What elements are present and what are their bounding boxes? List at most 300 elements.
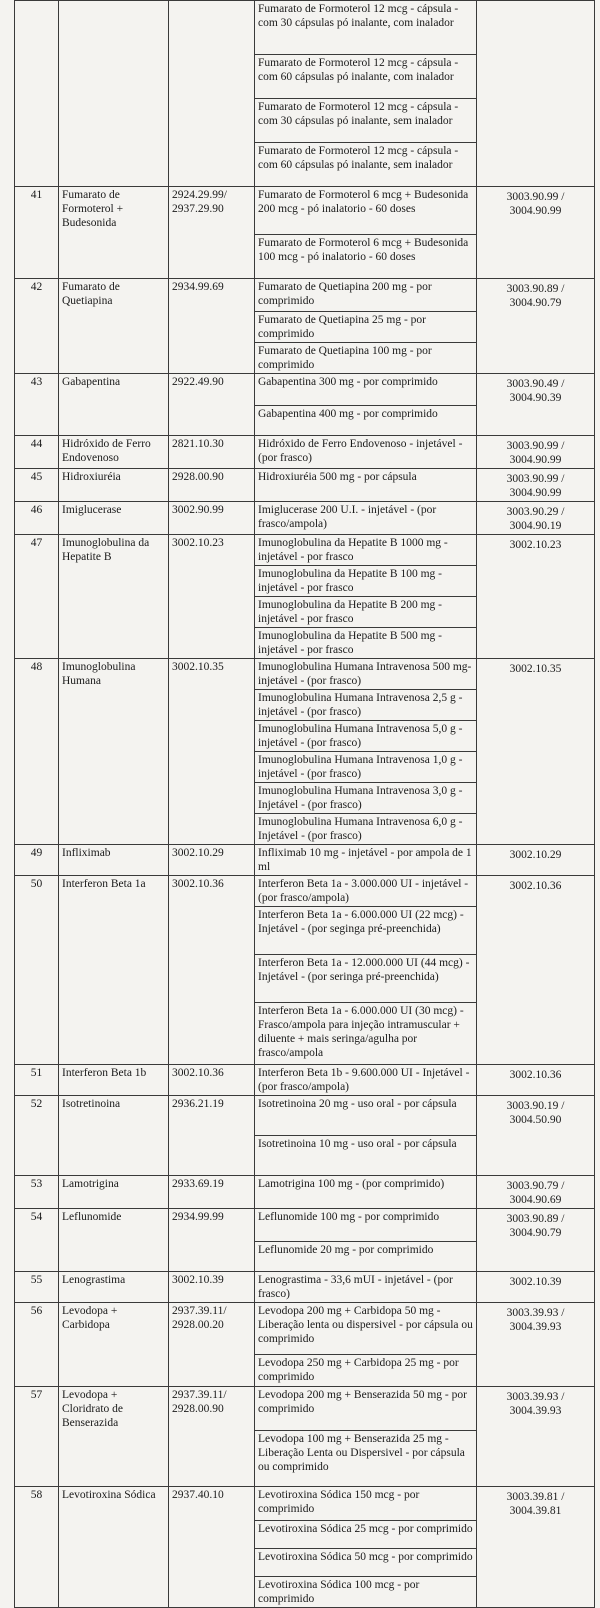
ncm-product-code: 3003.39.93 / 3004.39.93 [506, 1390, 565, 1417]
item-number-cell [15, 1003, 59, 1065]
ncm-product-code-cell [477, 845, 595, 876]
table-row [15, 628, 595, 659]
item-number: 56 [30, 1304, 43, 1317]
item-number-cell [15, 1431, 59, 1487]
ncm-code-cell [169, 566, 255, 597]
presentation-cell [255, 1096, 477, 1136]
presentation-cell [255, 1136, 477, 1176]
presentation-cell [255, 597, 477, 628]
ncm-product-code-cell [477, 1065, 595, 1096]
item-number-cell [15, 235, 59, 279]
presentation-text: Levotiroxina Sódica 100 mcg - por comprimido [258, 1579, 420, 1605]
presentation-cell [255, 502, 477, 535]
ncm-code-cell [169, 1487, 255, 1521]
ncm-code: 2937.39.11/ 2928.00.90 [172, 1388, 227, 1415]
presentation-cell [255, 1065, 477, 1096]
substance-name-cell [59, 1431, 169, 1487]
ncm-product-code-cell [477, 1, 595, 55]
presentation-text: Levodopa 250 mg + Carbidopa 25 mg - por comprimido [258, 1356, 459, 1383]
presentation-text: Interferon Beta 1a - 6.000.000 UI (30 mcg) - Frasco/ampola para injeção intramuscular + diluente + mais seringa/agulha por frasco/ampola [258, 1005, 464, 1059]
presentation-text: Isotretinoina 20 mg - uso oral - por cápsula [258, 1098, 457, 1110]
presentation-cell [255, 907, 477, 955]
substance-name: Levotiroxina Sódica [62, 1489, 156, 1501]
item-number-cell [15, 1386, 59, 1431]
substance-name: Levodopa + Carbidopa [62, 1304, 118, 1331]
substance-name: Isotretinoina [62, 1098, 121, 1110]
ncm-code-cell [169, 1, 255, 55]
item-number-cell [15, 1065, 59, 1096]
presentation-cell [255, 955, 477, 1003]
item-number: 50 [30, 878, 43, 890]
presentation-text: Fumarato de Quetiapina 200 mg - por comprimido [258, 281, 432, 307]
presentation-cell [255, 721, 477, 752]
ncm-code: 3002.90.99 [172, 504, 224, 516]
presentation-cell [255, 1487, 477, 1521]
presentation-text: Fumarato de Formoterol 12 mcg - cápsula - com 60 cápsulas pó inalante, sem inalador [258, 145, 459, 171]
item-number-cell [15, 143, 59, 187]
item-number-cell [15, 1487, 59, 1521]
ncm-product-code: 3002.10.36 [509, 1069, 562, 1081]
presentation-cell [255, 1176, 477, 1209]
ncm-product-code-cell [477, 143, 595, 187]
item-number: 57 [30, 1388, 43, 1401]
ncm-product-code-cell [477, 1577, 595, 1608]
substance-name-cell [59, 566, 169, 597]
ncm-code-cell [169, 628, 255, 659]
substance-name-cell [59, 1302, 169, 1354]
table-row [15, 1577, 595, 1608]
substance-name: Levodopa + Cloridrato de Benserazida [62, 1388, 123, 1429]
substance-name-cell [59, 55, 169, 99]
ncm-code-cell [169, 752, 255, 783]
ncm-product-code-cell [477, 690, 595, 721]
substance-name-cell [59, 502, 169, 535]
presentation-cell [255, 279, 477, 312]
substance-name-cell [59, 752, 169, 783]
substance-name: Hidroxiuréia [62, 471, 121, 483]
item-number-cell [15, 1, 59, 55]
ncm-code-cell [169, 436, 255, 469]
ncm-code-cell [169, 1271, 255, 1302]
substance-name-cell [59, 659, 169, 690]
table-row [15, 1271, 595, 1302]
ncm-product-code-cell [477, 311, 595, 342]
ncm-product-code-cell [477, 814, 595, 845]
item-number-cell [15, 373, 59, 406]
item-number-cell [15, 690, 59, 721]
ncm-product-code-cell [477, 187, 595, 235]
item-number-cell [15, 659, 59, 690]
ncm-code: 2922.49.90 [172, 375, 224, 388]
substance-name-cell [59, 1136, 169, 1176]
presentation-text: Imunoglobulina Humana Intravenosa 1,0 g - injetável - (por frasco) [258, 754, 463, 780]
ncm-code: 2821.10.30 [172, 438, 224, 450]
ncm-product-code-cell [477, 279, 595, 312]
table-row [15, 783, 595, 814]
substance-name-cell [59, 1176, 169, 1209]
substance-name: Gabapentina [62, 375, 121, 388]
substance-name-cell [59, 907, 169, 955]
table-row [15, 1241, 595, 1271]
presentation-cell [255, 99, 477, 143]
table-row [15, 1549, 595, 1577]
substance-name-cell [59, 342, 169, 373]
substance-name-cell [59, 845, 169, 876]
ncm-product-code-cell [477, 502, 595, 535]
presentation-cell [255, 690, 477, 721]
item-number-cell [15, 1302, 59, 1354]
item-number: 41 [30, 189, 43, 201]
ncm-code-cell [169, 1302, 255, 1354]
presentation-text: Infliximab 10 mg - injetável - por ampola de 1 ml [258, 847, 472, 873]
table-row [15, 1521, 595, 1549]
presentation-text: Imunoglobulina Humana Intravenosa 500 mg- injetável - (por frasco) [258, 661, 472, 687]
ncm-product-code: 3002.10.23 [509, 539, 562, 551]
presentation-text: Levodopa 100 mg + Benserazida 25 mg - Liberação Lenta ou Dispersivel - por cápsula ou comprimido [258, 1433, 465, 1473]
ncm-product-code-cell [477, 1176, 595, 1209]
item-number-cell [15, 436, 59, 469]
ncm-product-code-cell [477, 1096, 595, 1136]
ncm-product-code: 3003.90.99 / 3004.90.99 [506, 191, 565, 217]
ncm-code-cell [169, 311, 255, 342]
table-row [15, 845, 595, 876]
ncm-code-cell [169, 502, 255, 535]
ncm-product-code: 3003.90.99 / 3004.90.99 [506, 473, 565, 499]
table-row [15, 1096, 595, 1136]
item-number-cell [15, 311, 59, 342]
presentation-cell [255, 783, 477, 814]
item-number: 58 [30, 1489, 43, 1501]
presentation-cell [255, 1521, 477, 1549]
presentation-cell [255, 55, 477, 99]
ncm-product-code: 3003.90.49 / 3004.90.39 [506, 377, 565, 404]
presentation-text: Lamotrigina 100 mg - (por comprimido) [258, 1178, 445, 1190]
ncm-code-cell [169, 876, 255, 907]
item-number-cell [15, 628, 59, 659]
table-row [15, 502, 595, 535]
table-row [15, 721, 595, 752]
substance-name-cell [59, 311, 169, 342]
ncm-product-code-cell [477, 235, 595, 279]
item-number-cell [15, 876, 59, 907]
presentation-text: Interferon Beta 1a - 3.000.000 UI - injetável - (por frasco/ampola) [258, 878, 469, 904]
ncm-product-code-cell [477, 342, 595, 373]
ncm-code: 2924.29.99/ 2937.29.90 [172, 189, 227, 215]
table-row [15, 1003, 595, 1065]
table-row [15, 143, 595, 187]
presentation-text: Hidroxiuréia 500 mg - por cápsula [258, 471, 417, 483]
ncm-code: 2934.99.99 [172, 1211, 224, 1223]
item-number-cell [15, 1136, 59, 1176]
presentation-cell [255, 436, 477, 469]
ncm-product-code-cell [477, 566, 595, 597]
table-row [15, 1136, 595, 1176]
substance-name-cell [59, 1096, 169, 1136]
substance-name-cell [59, 1487, 169, 1521]
ncm-code-cell [169, 955, 255, 1003]
item-number-cell [15, 99, 59, 143]
ncm-product-code-cell [477, 752, 595, 783]
presentation-text: Fumarato de Formoterol 6 mcg + Budesonida 200 mcg - pó inalatorio - 60 doses [258, 189, 469, 215]
substance-name-cell [59, 1209, 169, 1242]
table-row [15, 535, 595, 566]
presentation-cell [255, 311, 477, 342]
item-number: 49 [30, 847, 43, 859]
ncm-product-code-cell [477, 907, 595, 955]
table-row [15, 187, 595, 235]
ncm-code: 2936.21.19 [172, 1098, 224, 1110]
ncm-code-cell [169, 1096, 255, 1136]
presentation-text: Fumarato de Formoterol 6 mcg + Budesonida 100 mcg - pó inalatorio - 60 doses [258, 237, 469, 263]
ncm-code: 3002.10.29 [172, 847, 224, 859]
substance-name: Interferon Beta 1a [62, 878, 146, 890]
item-number-cell [15, 1176, 59, 1209]
item-number-cell [15, 783, 59, 814]
ncm-code-cell [169, 1241, 255, 1271]
table-row [15, 1302, 595, 1354]
ncm-product-code-cell [477, 628, 595, 659]
ncm-code-cell [169, 845, 255, 876]
table-row [15, 406, 595, 436]
table-row [15, 1065, 595, 1096]
presentation-cell [255, 143, 477, 187]
medication-table [14, 0, 595, 1608]
presentation-text: Isotretinoina 10 mg - uso oral - por cápsula [258, 1138, 457, 1150]
ncm-code-cell [169, 783, 255, 814]
table-row [15, 436, 595, 469]
ncm-product-code-cell [477, 436, 595, 469]
presentation-text: Leflunomide 100 mg - por comprimido [258, 1211, 440, 1223]
presentation-cell [255, 1, 477, 55]
presentation-text: Interferon Beta 1a - 6.000.000 UI (22 mcg) - Injetável - (por seginga pré-preenchida) [258, 909, 464, 935]
substance-name-cell [59, 535, 169, 566]
table-row [15, 99, 595, 143]
table-row [15, 814, 595, 845]
table-row [15, 690, 595, 721]
presentation-text: Imunoglobulina Humana Intravenosa 2,5 g - injetável - (por frasco) [258, 692, 463, 718]
ncm-product-code: 3002.10.36 [509, 880, 562, 892]
presentation-text: Fumarato de Formoterol 12 mcg - cápsula - com 60 cápsulas pó inalante, com inalador [258, 57, 459, 83]
ncm-product-code: 3003.90.19 / 3004.50.90 [506, 1100, 565, 1126]
table-row [15, 311, 595, 342]
ncm-code-cell [169, 469, 255, 502]
substance-name-cell [59, 628, 169, 659]
substance-name-cell [59, 143, 169, 187]
ncm-product-code-cell [477, 55, 595, 99]
ncm-product-code: 3003.39.93 / 3004.39.93 [506, 1306, 565, 1333]
presentation-text: Fumarato de Quetiapina 100 mg - por comprimido [258, 344, 432, 371]
ncm-product-code-cell [477, 99, 595, 143]
presentation-text: Imunoglobulina da Hepatite B 1000 mg - injetável - por frasco [258, 537, 448, 563]
substance-name-cell [59, 1, 169, 55]
item-number-cell [15, 1577, 59, 1608]
presentation-text: Hidróxido de Ferro Endovenoso - injetável - (por frasco) [258, 438, 463, 464]
ncm-code-cell [169, 1386, 255, 1431]
ncm-code-cell [169, 1577, 255, 1608]
ncm-code: 3002.10.39 [172, 1273, 224, 1286]
ncm-product-code-cell [477, 1487, 595, 1521]
table-row [15, 1354, 595, 1386]
item-number: 53 [30, 1178, 43, 1190]
ncm-code-cell [169, 659, 255, 690]
item-number-cell [15, 814, 59, 845]
ncm-product-code-cell [477, 659, 595, 690]
ncm-code-cell [169, 535, 255, 566]
table-row [15, 1487, 595, 1521]
substance-name-cell [59, 597, 169, 628]
ncm-product-code-cell [477, 469, 595, 502]
presentation-text: Imunoglobulina da Hepatite B 200 mg - injetável - por frasco [258, 599, 442, 625]
presentation-cell [255, 373, 477, 406]
substance-name-cell [59, 235, 169, 279]
item-number: 47 [30, 537, 43, 549]
presentation-text: Levodopa 200 mg + Benserazida 50 mg - por comprimido [258, 1388, 467, 1415]
item-number-cell [15, 1354, 59, 1386]
presentation-cell [255, 1354, 477, 1386]
ncm-product-code-cell [477, 406, 595, 436]
presentation-cell [255, 535, 477, 566]
substance-name-cell [59, 436, 169, 469]
presentation-text: Imunoglobulina Humana Intravenosa 6,0 g - Injetável - (por frasco) [258, 816, 463, 842]
ncm-product-code: 3002.10.39 [509, 1275, 562, 1288]
table-row [15, 752, 595, 783]
substance-name: Lamotrigina [62, 1178, 119, 1190]
presentation-cell [255, 876, 477, 907]
presentation-text: Interferon Beta 1b - 9.600.000 UI - Injetável - (por frasco/ampola) [258, 1067, 470, 1093]
presentation-cell [255, 1209, 477, 1242]
item-number: 43 [30, 375, 43, 388]
table-row [15, 342, 595, 373]
ncm-code-cell [169, 814, 255, 845]
presentation-text: Imunoglobulina da Hepatite B 500 mg - injetável - por frasco [258, 630, 442, 656]
item-number: 52 [30, 1098, 43, 1110]
substance-name-cell [59, 373, 169, 406]
ncm-product-code-cell [477, 1241, 595, 1271]
item-number: 48 [30, 661, 43, 673]
presentation-text: Gabapentina 400 mg - por comprimido [258, 408, 438, 420]
item-number-cell [15, 502, 59, 535]
table-row [15, 373, 595, 406]
substance-name-cell [59, 1521, 169, 1549]
ncm-product-code-cell [477, 1271, 595, 1302]
presentation-cell [255, 752, 477, 783]
presentation-cell [255, 1241, 477, 1271]
table-row [15, 907, 595, 955]
item-number-cell [15, 469, 59, 502]
substance-name: Fumarato de Formoterol + Budesonida [62, 189, 124, 229]
ncm-product-code: 3003.90.89 / 3004.90.79 [506, 283, 565, 309]
ncm-code-cell [169, 235, 255, 279]
substance-name-cell [59, 814, 169, 845]
presentation-cell [255, 628, 477, 659]
table-row [15, 955, 595, 1003]
table-row [15, 659, 595, 690]
table-row [15, 469, 595, 502]
ncm-product-code: 3002.10.35 [509, 663, 562, 675]
presentation-cell [255, 187, 477, 235]
table-row [15, 876, 595, 907]
ncm-code: 2933.69.19 [172, 1178, 224, 1190]
ncm-code-cell [169, 143, 255, 187]
presentation-cell [255, 1386, 477, 1431]
table-row [15, 1176, 595, 1209]
ncm-code: 3002.10.36 [172, 1067, 224, 1079]
ncm-code-cell [169, 55, 255, 99]
ncm-product-code-cell [477, 1549, 595, 1577]
item-number-cell [15, 279, 59, 312]
ncm-code: 3002.10.36 [172, 878, 224, 890]
ncm-code-cell [169, 342, 255, 373]
item-number-cell [15, 845, 59, 876]
ncm-product-code: 3003.90.29 / 3004.90.19 [506, 506, 565, 532]
ncm-product-code-cell [477, 955, 595, 1003]
ncm-code-cell [169, 1136, 255, 1176]
presentation-text: Leflunomide 20 mg - por comprimido [258, 1243, 434, 1256]
ncm-code-cell [169, 597, 255, 628]
substance-name: Fumarato de Quetiapina [62, 281, 120, 307]
presentation-cell [255, 1003, 477, 1065]
presentation-text: Imunoglobulina da Hepatite B 100 mg - injetável - por frasco [258, 568, 442, 594]
item-number-cell [15, 1096, 59, 1136]
item-number-cell [15, 535, 59, 566]
presentation-text: Imunoglobulina Humana Intravenosa 5,0 g - injetável - (por frasco) [258, 723, 463, 749]
presentation-text: Fumarato de Formoterol 12 mcg - cápsula - com 30 cápsulas pó inalante, com inalador [258, 3, 459, 29]
ncm-code-cell [169, 1176, 255, 1209]
ncm-code-cell [169, 279, 255, 312]
ncm-code: 3002.10.23 [172, 537, 224, 549]
item-number-cell [15, 1241, 59, 1271]
substance-name: Imunoglobulina Humana [62, 661, 136, 687]
substance-name-cell [59, 99, 169, 143]
ncm-product-code-cell [477, 1003, 595, 1065]
ncm-product-code-cell [477, 721, 595, 752]
substance-name-cell [59, 1271, 169, 1302]
ncm-code: 2928.00.90 [172, 471, 224, 483]
presentation-cell [255, 469, 477, 502]
substance-name-cell [59, 1549, 169, 1577]
presentation-text: Interferon Beta 1a - 12.000.000 UI (44 mcg) - Injetável - (por seringa pré-preenchida) [258, 957, 470, 983]
item-number-cell [15, 187, 59, 235]
ncm-product-code-cell [477, 1209, 595, 1242]
substance-name-cell [59, 469, 169, 502]
item-number: 42 [30, 281, 43, 293]
table-row [15, 566, 595, 597]
substance-name-cell [59, 1386, 169, 1431]
ncm-product-code-cell [477, 1521, 595, 1549]
ncm-code-cell [169, 1354, 255, 1386]
substance-name: Leflunomide [62, 1211, 122, 1223]
presentation-text: Imiglucerase 200 U.I. - injetável - (por frasco/ampola) [258, 504, 437, 530]
presentation-cell [255, 566, 477, 597]
presentation-cell [255, 1271, 477, 1302]
substance-name: Imunoglobulina da Hepatite B [62, 537, 150, 563]
item-number-cell [15, 1271, 59, 1302]
ncm-code-cell [169, 99, 255, 143]
ncm-product-code: 3003.39.81 / 3004.39.81 [506, 1491, 565, 1517]
table-row [15, 597, 595, 628]
ncm-product-code-cell [477, 783, 595, 814]
item-number-cell [15, 566, 59, 597]
substance-name-cell [59, 1065, 169, 1096]
table-row [15, 1209, 595, 1242]
presentation-cell [255, 406, 477, 436]
substance-name-cell [59, 721, 169, 752]
substance-name-cell [59, 406, 169, 436]
substance-name-cell [59, 1577, 169, 1608]
table-row [15, 1, 595, 55]
table-row [15, 1431, 595, 1487]
item-number-cell [15, 1549, 59, 1577]
